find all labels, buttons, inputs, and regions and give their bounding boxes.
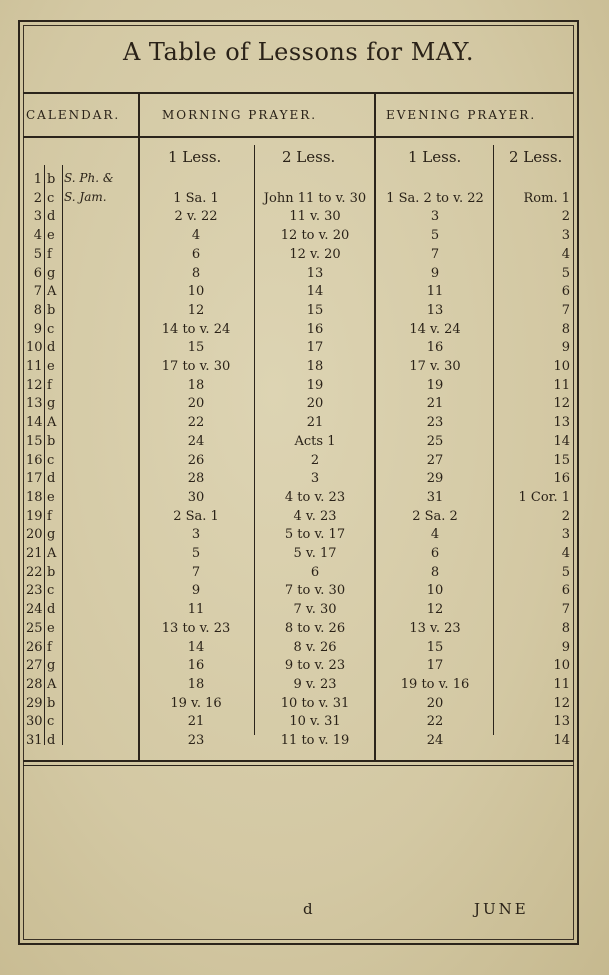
evening-first-lesson: 19 to v. 16 (400, 677, 470, 692)
evening-second-lesson: 12 (553, 396, 570, 411)
morning-first-lesson: 30 (187, 490, 205, 505)
morning-second-lesson: John 11 to v. 30 (263, 191, 367, 206)
day-number: 13 (26, 396, 43, 411)
day-number: 17 (26, 471, 43, 486)
morning-first-lesson: 5 (191, 546, 201, 561)
page-title: A Table of Lessons for MAY. (122, 38, 475, 66)
morning-first-lesson: 16 (187, 658, 205, 673)
evening-second-lesson: 16 (553, 471, 570, 486)
dominical-letter: c (47, 714, 55, 729)
dominical-letter: b (47, 172, 56, 187)
morning-first-lesson: 1 Sa. 1 (173, 191, 219, 206)
day-number: 31 (26, 733, 43, 748)
dominical-letter: f (47, 640, 52, 655)
evening-first-lesson: 17 (426, 658, 444, 673)
dominical-letter: f (47, 378, 52, 393)
morning-second-lesson: 5 to v. 17 (284, 527, 346, 542)
day-letter-divider (44, 165, 45, 745)
evening-first-lesson: 19 (426, 378, 444, 393)
morning-second-lesson: 10 v. 31 (289, 714, 341, 729)
morning-second-lesson: 19 (306, 378, 324, 393)
evening-second-lesson: 4 (561, 546, 570, 561)
morning-first-lesson: 17 to v. 30 (161, 359, 231, 374)
signature-mark: d (303, 900, 316, 918)
morning-second-lesson: 15 (306, 303, 324, 318)
dominical-letter: d (47, 733, 56, 748)
evening-prayer-header: EVENING PRAYER. (386, 108, 537, 122)
evening-second-lesson: 1 Cor. 1 (518, 490, 570, 505)
evening-first-lesson: 8 (430, 565, 440, 580)
morning-second-lesson: 18 (306, 359, 324, 374)
evening-first-lesson: 15 (426, 640, 444, 655)
evening-second-lesson: 11 (553, 378, 570, 393)
day-number: 11 (26, 359, 43, 374)
morning-first-lesson: 18 (187, 677, 205, 692)
day-number: 7 (33, 284, 42, 299)
evening-second-lesson: 2 (561, 209, 570, 224)
morning-first-lesson: 22 (187, 415, 205, 430)
morning-first-lesson: 4 (191, 228, 201, 243)
day-number: 22 (26, 565, 43, 580)
evening-first-lesson: 10 (426, 583, 444, 598)
morning-second-lesson: 9 v. 23 (293, 677, 337, 692)
dominical-letter: A (47, 546, 57, 561)
evening-second-lesson: 10 (553, 658, 570, 673)
day-number: 19 (26, 509, 43, 524)
evening-second-lesson: 13 (553, 714, 570, 729)
morning-second-lesson: 6 (310, 565, 320, 580)
evening-first-lesson: 3 (430, 209, 440, 224)
dominical-letter: g (47, 266, 56, 281)
evening-second-lesson: 11 (553, 677, 570, 692)
evening-first-lesson: 31 (426, 490, 444, 505)
evening-first-lesson: 5 (430, 228, 440, 243)
evening-second-lesson: 5 (561, 266, 570, 281)
evening-first-lesson: 16 (426, 340, 444, 355)
day-number: 25 (26, 621, 43, 636)
dominical-letter: b (47, 696, 56, 711)
evening-second-lesson: 8 (561, 621, 570, 636)
evening-second-lesson: 14 (553, 434, 570, 449)
evening-second-lesson: 9 (561, 640, 570, 655)
morning-second-lesson: Acts 1 (294, 434, 336, 449)
letter-saint-divider (62, 165, 63, 745)
morning-second-lesson: 11 to v. 19 (280, 733, 350, 748)
day-number: 3 (33, 209, 42, 224)
morning-prayer-header: MORNING PRAYER. (162, 108, 318, 122)
morning-second-lesson-header: 2 Less. (282, 148, 336, 166)
dominical-letter: b (47, 303, 56, 318)
morning-first-lesson: 9 (191, 583, 201, 598)
day-number: 27 (26, 658, 43, 673)
table-bottom-rule-2 (23, 765, 574, 766)
morning-lesson-divider (254, 145, 255, 735)
morning-first-lesson: 23 (187, 733, 205, 748)
morning-first-lesson: 6 (191, 247, 201, 262)
morning-second-lesson: 7 to v. 30 (284, 583, 346, 598)
evening-first-lesson-header: 1 Less. (408, 148, 462, 166)
morning-second-lesson: 4 to v. 23 (284, 490, 346, 505)
header-rule (23, 136, 574, 138)
evening-first-lesson: 7 (430, 247, 440, 262)
morning-first-lesson: 15 (187, 340, 205, 355)
day-number: 8 (33, 303, 42, 318)
evening-second-lesson: Rom. 1 (523, 191, 570, 206)
morning-second-lesson: 10 to v. 31 (280, 696, 350, 711)
table-bottom-rule (23, 760, 574, 762)
day-number: 18 (26, 490, 43, 505)
evening-second-lesson: 9 (561, 340, 570, 355)
calendar-header: CALENDAR. (26, 108, 121, 122)
morning-first-lesson: 14 (187, 640, 205, 655)
title-rule (23, 92, 574, 94)
morning-second-lesson: 12 v. 20 (289, 247, 341, 262)
evening-first-lesson: 12 (426, 602, 444, 617)
morning-first-lesson: 18 (187, 378, 205, 393)
day-number: 29 (26, 696, 43, 711)
day-number: 14 (26, 415, 43, 430)
evening-second-lesson: 13 (553, 415, 570, 430)
evening-first-lesson: 25 (426, 434, 444, 449)
morning-second-lesson: 4 v. 23 (293, 509, 337, 524)
evening-second-lesson: 6 (561, 583, 570, 598)
morning-second-lesson: 12 to v. 20 (280, 228, 350, 243)
evening-first-lesson: 13 v. 23 (409, 621, 461, 636)
morning-second-lesson: 21 (306, 415, 324, 430)
evening-first-lesson: 13 (426, 303, 444, 318)
dominical-letter: c (47, 453, 55, 468)
day-number: 5 (33, 247, 42, 262)
evening-second-lesson: 4 (561, 247, 570, 262)
evening-first-lesson: 4 (430, 527, 440, 542)
evening-first-lesson: 14 v. 24 (409, 322, 461, 337)
morning-first-lesson: 2 Sa. 1 (173, 509, 219, 524)
morning-first-lesson: 26 (187, 453, 205, 468)
dominical-letter: c (47, 583, 55, 598)
day-number: 16 (26, 453, 43, 468)
dominical-letter: A (47, 415, 57, 430)
evening-second-lesson: 7 (561, 303, 570, 318)
morning-first-lesson: 19 v. 16 (170, 696, 222, 711)
day-number: 2 (33, 191, 42, 206)
morning-first-lesson: 14 to v. 24 (161, 322, 231, 337)
day-number: 24 (26, 602, 43, 617)
morning-first-lesson: 13 to v. 23 (161, 621, 231, 636)
evening-second-lesson: 2 (561, 509, 570, 524)
dominical-letter: d (47, 209, 56, 224)
catchword: JUNE (474, 900, 529, 918)
evening-second-lesson: 14 (553, 733, 570, 748)
dominical-letter: e (47, 621, 55, 636)
morning-first-lesson: 21 (187, 714, 205, 729)
dominical-letter: e (47, 490, 55, 505)
dominical-letter: d (47, 602, 56, 617)
evening-second-lesson: 10 (553, 359, 570, 374)
dominical-letter: d (47, 471, 56, 486)
evening-first-lesson: 2 Sa. 2 (412, 509, 458, 524)
morning-first-lesson: 28 (187, 471, 205, 486)
dominical-letter: g (47, 527, 56, 542)
evening-first-lesson: 20 (426, 696, 444, 711)
evening-first-lesson: 29 (426, 471, 444, 486)
dominical-letter: c (47, 191, 55, 206)
morning-first-lesson: 8 (191, 266, 201, 281)
day-number: 15 (26, 434, 43, 449)
day-number: 20 (26, 527, 43, 542)
morning-first-lesson: 11 (187, 602, 205, 617)
dominical-letter: b (47, 565, 56, 580)
morning-first-lesson: 10 (187, 284, 205, 299)
day-number: 23 (26, 583, 43, 598)
dominical-letter: c (47, 322, 55, 337)
day-number: 30 (26, 714, 43, 729)
day-number: 28 (26, 677, 43, 692)
dominical-letter: e (47, 359, 55, 374)
evening-second-lesson: 15 (553, 453, 570, 468)
morning-first-lesson-header: 1 Less. (168, 148, 222, 166)
morning-first-lesson: 2 v. 22 (174, 209, 218, 224)
morning-second-lesson: 20 (306, 396, 324, 411)
dominical-letter: e (47, 228, 55, 243)
dominical-letter: d (47, 340, 56, 355)
dominical-letter: b (47, 434, 56, 449)
morning-first-lesson: 7 (191, 565, 201, 580)
evening-second-lesson: 8 (561, 322, 570, 337)
day-number: 4 (33, 228, 42, 243)
morning-second-lesson: 13 (306, 266, 324, 281)
evening-first-lesson: 24 (426, 733, 444, 748)
morning-first-lesson: 20 (187, 396, 205, 411)
dominical-letter: f (47, 509, 52, 524)
day-number: 12 (26, 378, 43, 393)
saint-day-note-line2: S. Jam. (64, 190, 107, 204)
day-number: 9 (33, 322, 42, 337)
evening-first-lesson: 1 Sa. 2 to v. 22 (386, 191, 484, 206)
dominical-letter: f (47, 247, 52, 262)
evening-first-lesson: 6 (430, 546, 440, 561)
morning-second-lesson: 3 (310, 471, 320, 486)
morning-first-lesson: 24 (187, 434, 205, 449)
evening-first-lesson: 9 (430, 266, 440, 281)
evening-first-lesson: 27 (426, 453, 444, 468)
morning-second-lesson: 2 (310, 453, 320, 468)
morning-second-lesson: 7 v. 30 (293, 602, 337, 617)
dominical-letter: A (47, 284, 57, 299)
evening-second-lesson: 12 (553, 696, 570, 711)
morning-first-lesson: 12 (187, 303, 205, 318)
day-number: 21 (26, 546, 43, 561)
morning-second-lesson: 8 v. 26 (293, 640, 337, 655)
evening-first-lesson: 11 (426, 284, 444, 299)
dominical-letter: g (47, 396, 56, 411)
dominical-letter: A (47, 677, 57, 692)
evening-second-lesson: 3 (561, 228, 570, 243)
evening-first-lesson: 23 (426, 415, 444, 430)
dominical-letter: g (47, 658, 56, 673)
saint-day-note-line1: S. Ph. & (64, 171, 114, 185)
evening-second-lesson: 7 (561, 602, 570, 617)
day-number: 10 (26, 340, 43, 355)
evening-second-lesson: 6 (561, 284, 570, 299)
morning-second-lesson: 9 to v. 23 (284, 658, 346, 673)
evening-second-lesson: 3 (561, 527, 570, 542)
morning-second-lesson: 11 v. 30 (289, 209, 341, 224)
morning-second-lesson: 14 (306, 284, 324, 299)
evening-first-lesson: 22 (426, 714, 444, 729)
evening-first-lesson: 21 (426, 396, 444, 411)
morning-second-lesson: 5 v. 17 (293, 546, 337, 561)
evening-first-lesson: 17 v. 30 (409, 359, 461, 374)
evening-second-lesson: 5 (561, 565, 570, 580)
morning-second-lesson: 8 to v. 26 (284, 621, 346, 636)
morning-second-lesson: 17 (306, 340, 324, 355)
day-number: 1 (33, 172, 42, 187)
day-number: 26 (26, 640, 43, 655)
morning-second-lesson: 16 (306, 322, 324, 337)
evening-second-lesson-header: 2 Less. (509, 148, 563, 166)
morning-first-lesson: 3 (191, 527, 201, 542)
day-number: 6 (33, 266, 42, 281)
